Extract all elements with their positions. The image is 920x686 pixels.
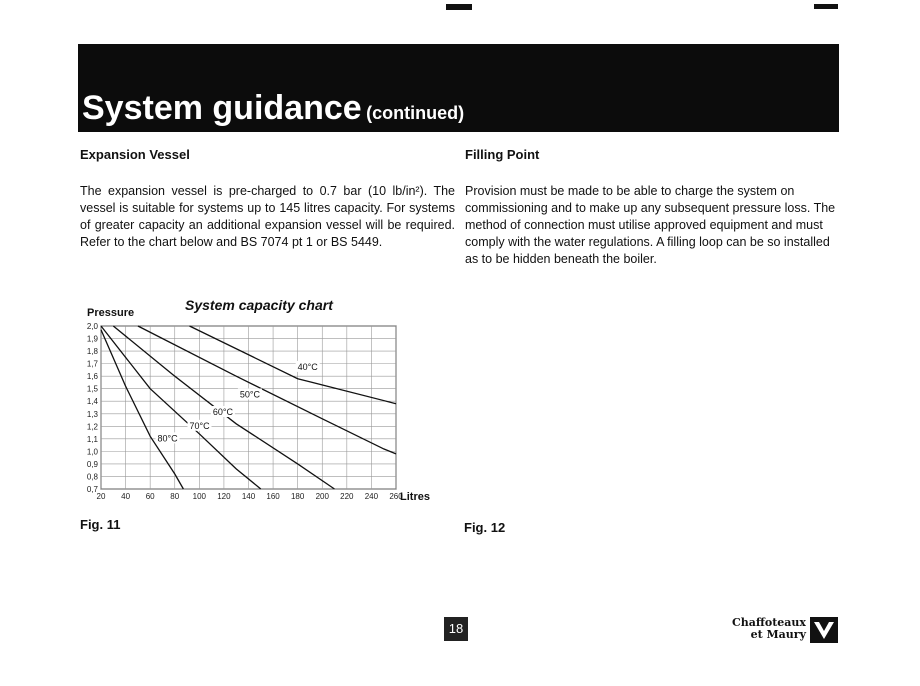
x-tick-label: 260	[389, 492, 403, 501]
y-tick-label: 1,1	[86, 434, 98, 444]
brand-logo	[731, 616, 838, 643]
chart-title: System capacity chart	[185, 297, 333, 313]
y-tick-label: 0,9	[86, 459, 98, 469]
x-tick-label: 220	[340, 492, 354, 501]
brand-logo-text	[732, 617, 806, 641]
chevron-v-logo-icon	[810, 617, 838, 643]
x-tick-label: 40	[121, 492, 131, 501]
y-tick-label: 1,2	[86, 422, 98, 432]
series-label: 70°C	[189, 420, 210, 431]
x-tick-label: 100	[192, 492, 207, 501]
x-tick-label: 160	[266, 492, 280, 501]
y-axis-label: Pressure	[87, 307, 135, 319]
series-line	[190, 326, 397, 404]
series-line	[101, 326, 261, 489]
filling-point-paragraph: Provision must be made to be able to charge the system on commissioning and to make up any subsequent pressure loss. The method of connection must utilise approved equipment and must comply with the water regulations. A filling loop can be so installed as to be hidden beneath the boiler.	[465, 184, 836, 266]
y-tick-label: 1,8	[86, 347, 98, 357]
series-line	[101, 330, 183, 489]
fig-12-caption: Fig. 12	[464, 520, 506, 535]
series-label: 80°C	[157, 433, 178, 444]
y-tick-label: 1,5	[86, 384, 98, 394]
series-label: 50°C	[239, 389, 261, 400]
expansion-vessel-paragraph: The expansion vessel is pre-charged to 0.7 bar (10 lb/in²). The vessel is suitable for systems up to 145 litres capacity. For systems of greater capacity an additional expansion vessel will be required. Refer to the chart below and BS 7074 pt 1 or BS 5449.	[80, 184, 455, 249]
series-label: 40°C	[297, 361, 318, 372]
page-title-subtitle: (continued)	[366, 103, 465, 123]
brand-logo-line1: Chaffoteaux	[731, 616, 806, 629]
expansion-vessel-heading: Expansion Vessel	[80, 147, 190, 162]
y-tick-label: 2,0	[86, 322, 98, 331]
y-tick-label: 0,7	[86, 485, 98, 494]
page-number: 18	[444, 617, 468, 641]
brand-logo-line2: et Maury	[750, 628, 806, 641]
x-tick-label: 80	[170, 492, 180, 501]
page-title-main: System guidance	[82, 89, 362, 127]
series-label: 60°C	[212, 407, 233, 418]
x-tick-label: 240	[364, 492, 379, 501]
x-tick-label: 140	[241, 492, 256, 501]
y-tick-label: 1,9	[86, 334, 98, 344]
x-tick-label: 60	[145, 492, 155, 501]
y-tick-label: 1,3	[86, 409, 98, 419]
x-tick-label: 120	[217, 492, 231, 501]
x-tick-label: 180	[290, 492, 305, 501]
x-tick-label: 20	[96, 492, 106, 501]
x-tick-label: 200	[315, 492, 329, 501]
filling-point-heading: Filling Point	[465, 147, 540, 162]
y-tick-label: 1,0	[86, 447, 98, 457]
y-tick-label: 1,6	[86, 372, 98, 382]
y-tick-label: 0,8	[86, 472, 98, 482]
y-tick-label: 1,7	[86, 359, 98, 369]
fig-11-caption: Fig. 11	[80, 517, 121, 532]
x-axis-label: Litres	[400, 491, 430, 503]
y-tick-label: 1,4	[86, 397, 98, 407]
